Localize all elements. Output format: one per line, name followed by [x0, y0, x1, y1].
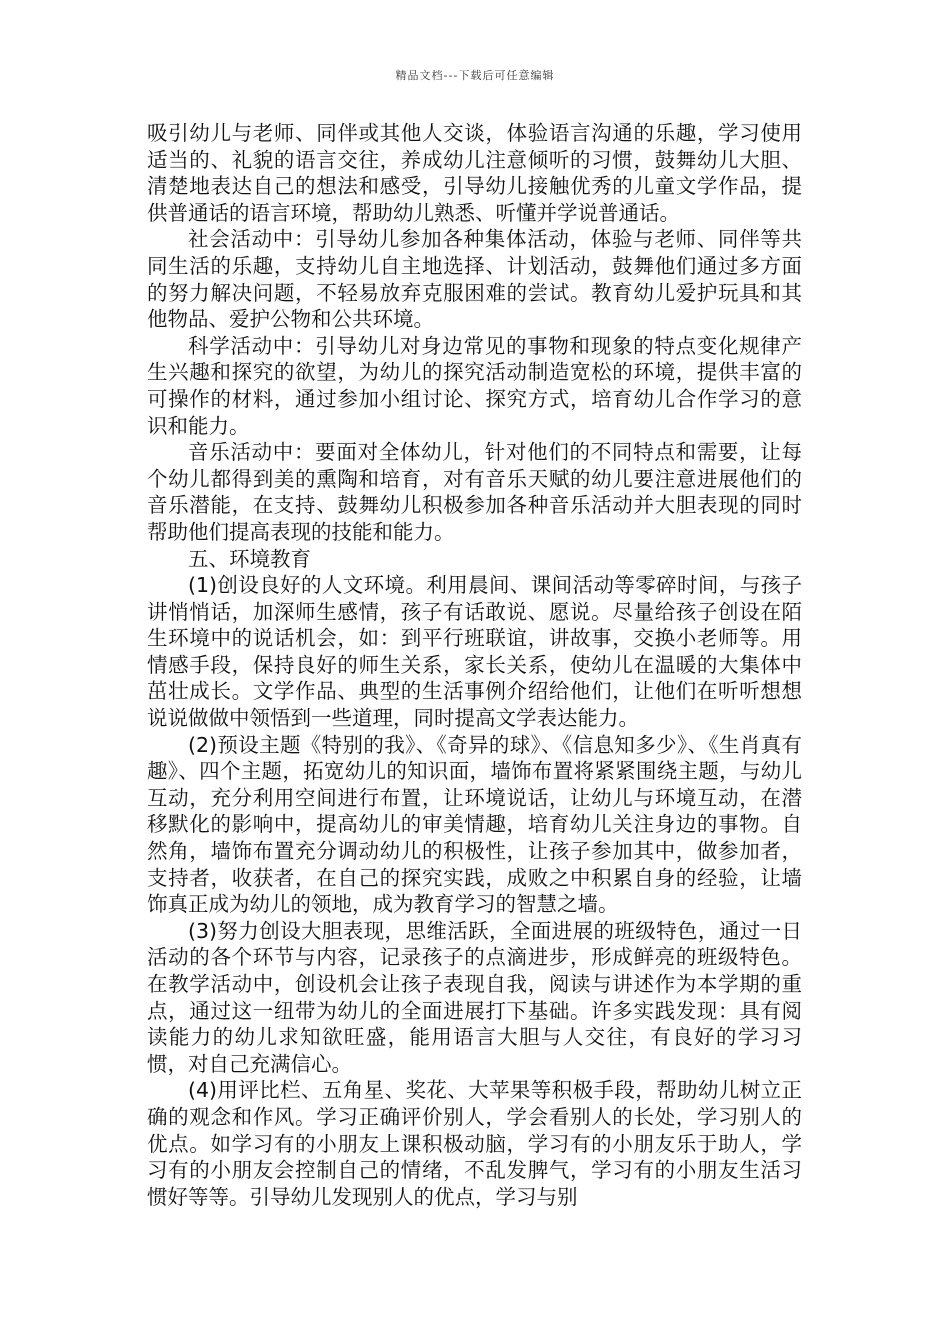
paragraph-item-3: (3)努力创设大胆表现，思维活跃，全面进展的班级特色，通过一日活动的各个环节与内容，记录孩子的点滴进步，形成鲜亮的班级特色。在教学活动中，创设机会让孩子表现自我，阅读与讲述作为本学期的重点，通过这一纽带为幼儿的全面进展打下基础。许多实践发现：具有阅读能力的幼儿求知欲旺盛，能用语言大胆与人交往，有良好的学习习惯，对自己充满信心。	[147, 918, 802, 1076]
paragraph-science-activity: 科学活动中：引导幼儿对身边常见的事物和现象的特点变化规律产生兴趣和探究的欲望，为幼儿的探究活动制造宽松的环境，提供丰富的可操作的材料，通过参加小组讨论、探究方式，培育幼儿合作学习的意识和能力。	[147, 333, 802, 438]
paragraph-music-activity: 音乐活动中：要面对全体幼儿，针对他们的不同特点和需要，让每个幼儿都得到美的熏陶和培育，对有音乐天赋的幼儿要注意进展他们的音乐潜能，在支持、鼓舞幼儿积极参加各种音乐活动并大胆表现的同时帮助他们提高表现的技能和能力。	[147, 440, 802, 544]
paragraph-language-activity: 吸引幼儿与老师、同伴或其他人交谈，体验语言沟通的乐趣，学习使用适当的、礼貌的语言交往，养成幼儿注意倾听的习惯，鼓舞幼儿大胆、清楚地表达自己的想法和感受，引导幼儿接触优秀的儿童文学作品，提供普通话的语言环境，帮助幼儿熟悉、听懂并学说普通话。	[147, 121, 802, 225]
paragraph-item-1: (1)创设良好的人文环境。利用晨间、课间活动等零碎时间，与孩子讲悄悄话，加深师生感情，孩子有话敢说、愿说。尽量给孩子创设在陌生环境中的说话机会，如：到平行班联谊，讲故事，交换小老师等。用情感手段，保持良好的师生关系，家长关系，使幼儿在温暖的大集体中茁壮成长。文学作品、典型的生活事例介绍给他们，让他们在听听想想说说做做中领悟到一些道理，同时提高文学表达能力。	[147, 573, 802, 731]
header-note: 精品文档---下载后可任意编辑	[395, 69, 555, 82]
body-text	[147, 120, 802, 1210]
paragraph-item-4: (4)用评比栏、五角星、奖花、大苹果等积极手段，帮助幼儿树立正确的观念和作风。学习正确评价别人，学会看别人的长处，学习别人的优点。如学习有的小朋友上课积极动脑，学习有的小朋友乐于助人，学习有的小朋友会控制自己的情绪，不乱发脾气，学习有的小朋友生活习惯好等等。引导幼儿发现别人的优点，学习与别	[147, 1078, 802, 1209]
paragraph-social-activity: 社会活动中：引导幼儿参加各种集体活动，体验与老师、同伴等共同生活的乐趣，支持幼儿自主地选择、计划活动，鼓舞他们通过多方面的努力解决问题，不轻易放弃克服困难的尝试。教育幼儿爱护玩具和其他物品、爱护公物和公共环境。	[147, 227, 802, 332]
section-heading-environment: 五、环境教育	[188, 546, 311, 571]
paragraph-item-2: (2)预设主题《特别的我》、《奇异的球》、《信息知多少》、《生肖真有趣》、四个主题，拓宽幼儿的知识面，墙饰布置将紧紧围绕主题，与幼儿互动，充分利用空间进行布置，让环境说话，让幼儿与环境互动，在潜移默化的影响中，提高幼儿的审美情趣，培育幼儿关注身边的事物。自然角，墙饰布置充分调动幼儿的积极性，让孩子参加其中，做参加者，支持者，收获者，在自己的探究实践，成败之中积累自身的经验，让墙饰真正成为幼儿的领地，成为教育学习的智慧之墙。	[147, 732, 802, 917]
